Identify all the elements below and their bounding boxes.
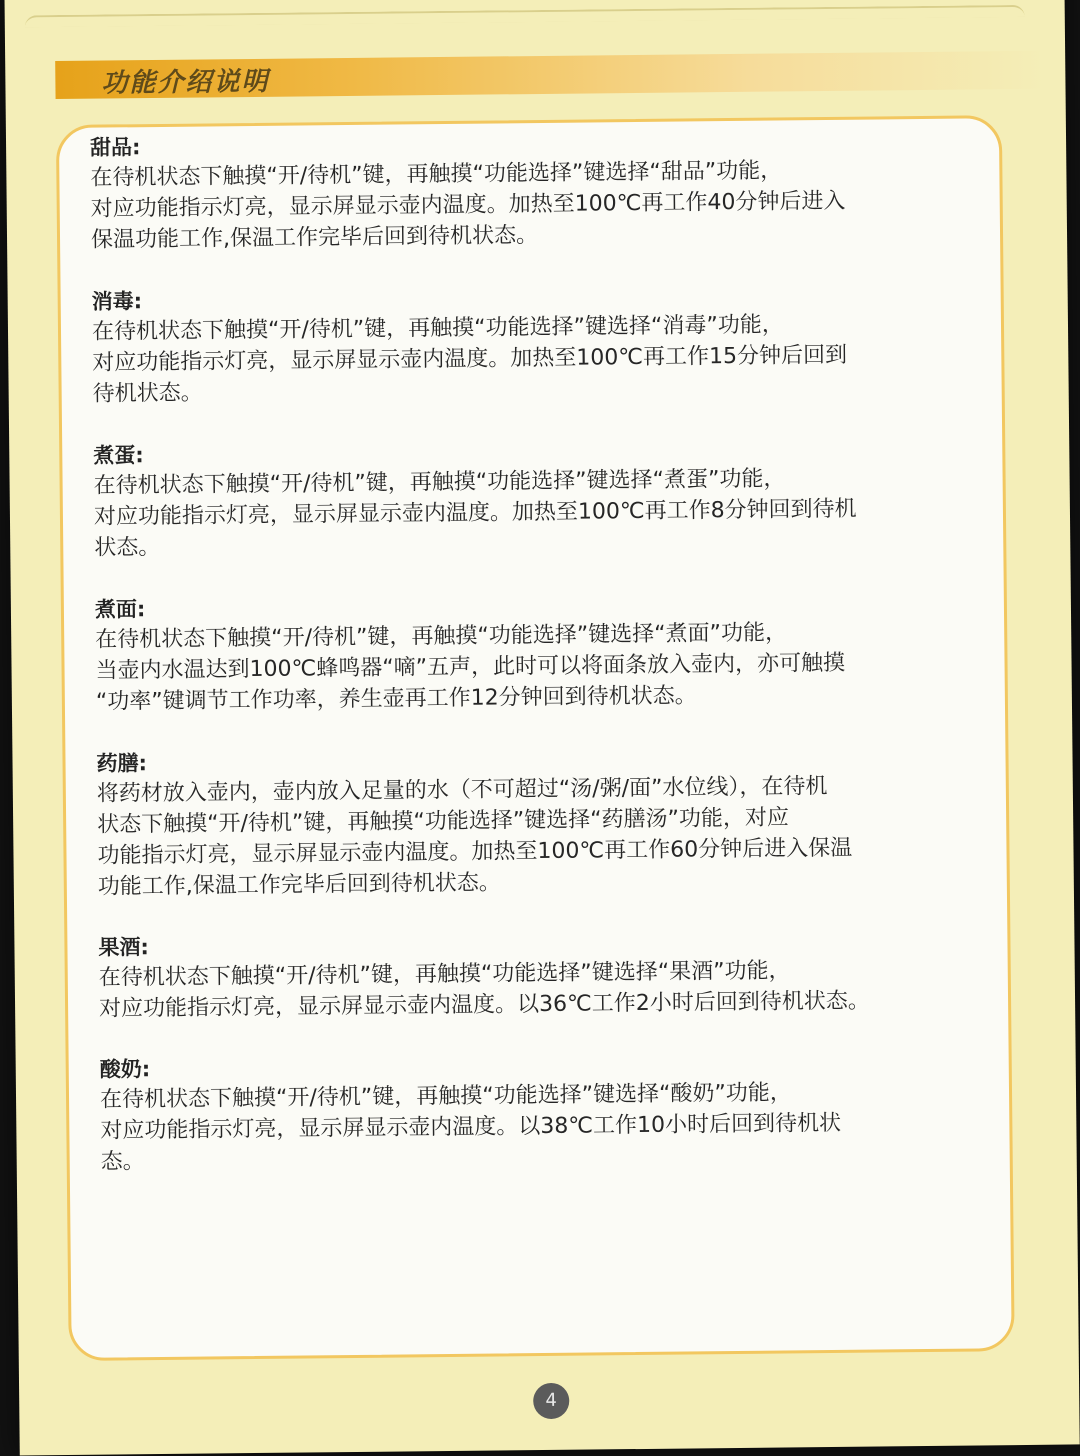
section-noodles [95,585,996,717]
page-number: 4 [533,1383,569,1419]
section-title: 煮蛋: [93,443,144,468]
section-body: 在待机状态下触摸“开/待机”键，再触摸“功能选择”键选择“果酒”功能， 对应功能指示灯亮，显示屏显示壶内温度。以36℃工作2小时后回到待机状态。 [98,958,870,1022]
section-body: 在待机状态下触摸“开/待机”键，再触摸“功能选择”键选择“消毒”功能， 对应功能指示灯亮，显示屏显示壶内温度。加热至100℃再工作15分钟后回到 待机状态。 [91,312,848,407]
section-yogurt [100,1045,1001,1177]
section-title: 煮面: [94,597,146,622]
section-title: 消毒: [91,289,143,314]
section-title: 果酒: [98,935,149,960]
section-body: 在待机状态下触摸“开/待机”键，再触摸“功能选择”键选择“甜品”功能， 对应功能指示灯亮，显示屏显示壶内温度。加热至100℃再工作40分钟后进入 保温功能工作,保温工作完毕后回到待机状态。 [90,158,846,253]
section-fruit-wine [98,923,999,1024]
section-body: 在待机状态下触摸“开/待机”键，再触摸“功能选择”键选择“煮面”功能， 当壶内水温达到100℃蜂鸣器“嘀”五声，此时可以将面条放入壶内，亦可触摸 “功率”键调节工作功率，养生壶再工作12分钟回到待机状态。 [95,620,846,715]
manual-page [4,0,1079,1456]
section-dessert [90,123,991,255]
section-body: 在待机状态下触摸“开/待机”键，再触摸“功能选择”键选择“酸奶”功能， 对应功能指示灯亮，显示屏显示壶内温度。以38℃工作10小时后回到待机状 态。 [99,1080,842,1175]
page-title: 功能介绍说明 [101,66,270,99]
section-herbal [96,739,998,902]
section-title: 药膳: [96,751,148,776]
section-title: 甜品: [89,135,141,160]
section-boil-egg [93,431,994,563]
section-body: 在待机状态下触摸“开/待机”键，再触摸“功能选择”键选择“煮蛋”功能， 对应功能指示灯亮，显示屏显示壶内温度。加热至100℃再工作8分钟回到待机 状态。 [93,466,857,561]
section-title: 酸奶: [99,1057,151,1082]
section-disinfect [92,277,993,409]
section-body: 将药材放入壶内，壶内放入足量的水（不可超过“汤/粥/面”水位线），在待机 状态下触摸“开/待机”键，再触摸“功能选择”键选择“药膳汤”功能，对应 功能指示灯亮，显示屏显示壶内温度。加热至100℃再工作60分钟后进入保温 功能工作,保温工作完毕后回到待机状态。 [96,774,853,900]
